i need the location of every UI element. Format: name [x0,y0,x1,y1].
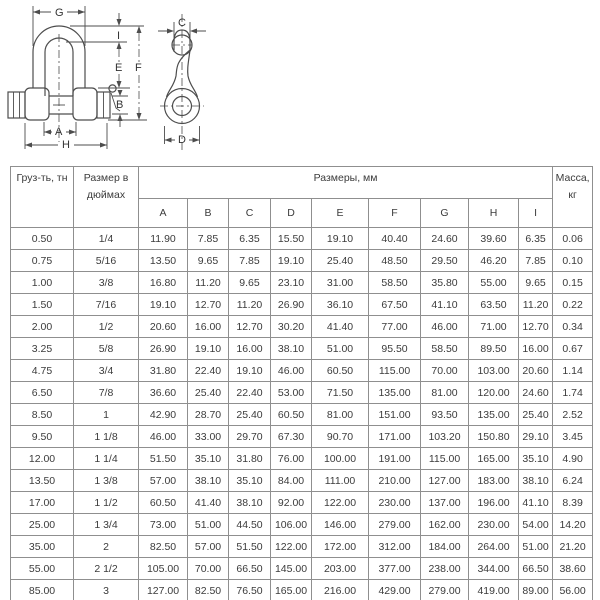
table-cell: 11.20 [519,294,553,316]
table-cell: 16.00 [519,338,553,360]
table-cell: 184.00 [421,536,469,558]
table-cell: 146.00 [312,514,369,536]
table-cell: 46.00 [271,360,312,382]
table-cell: 122.00 [271,536,312,558]
table-cell: 0.75 [11,250,74,272]
table-cell: 38.10 [271,338,312,360]
table-cell: 171.00 [369,426,421,448]
table-cell: 46.00 [139,426,188,448]
table-row [11,316,593,338]
table-cell: 60.50 [312,360,369,382]
table-cell: 35.10 [188,448,229,470]
table-cell: 29.70 [229,426,271,448]
dim-label-b: B [116,99,124,111]
dim-letter-header: D [271,199,312,228]
table-cell: 67.30 [271,426,312,448]
table-cell: 127.00 [421,470,469,492]
table-cell: 60.50 [271,404,312,426]
header-capacity: Груз-ть, тн [11,167,74,228]
table-cell: 7.85 [519,250,553,272]
table-cell: 54.00 [519,514,553,536]
table-cell: 77.00 [369,316,421,338]
table-row [11,294,593,316]
table-cell: 19.10 [188,338,229,360]
table-cell: 84.00 [271,470,312,492]
table-cell: 93.50 [421,404,469,426]
table-cell: 66.50 [519,558,553,580]
table-cell: 115.00 [421,448,469,470]
table-cell: 12.70 [519,316,553,338]
table-cell: 31.80 [229,448,271,470]
table-cell: 216.00 [312,580,369,600]
table-cell: 22.40 [188,360,229,382]
table-cell: 51.50 [229,536,271,558]
table-cell: 76.50 [229,580,271,600]
table-cell: 165.00 [271,580,312,600]
dim-label-f: F [135,62,142,74]
table-cell: 183.00 [469,470,519,492]
table-cell: 29.10 [519,426,553,448]
table-cell: 7.85 [229,250,271,272]
table-cell: 25.40 [188,382,229,404]
table-row [11,492,593,514]
table-cell: 30.20 [271,316,312,338]
table-cell: 6.50 [11,382,74,404]
table-cell: 165.00 [469,448,519,470]
table-cell: 16.00 [188,316,229,338]
table-cell: 0.15 [553,272,593,294]
dim-letter-header: H [469,199,519,228]
table-cell: 33.00 [188,426,229,448]
table-cell: 9.50 [11,426,74,448]
table-cell: 7/16 [74,294,139,316]
table-cell: 1 1/8 [74,426,139,448]
table-cell: 8.50 [11,404,74,426]
table-cell: 38.10 [188,470,229,492]
table-cell: 12.70 [229,316,271,338]
table-cell: 41.40 [312,316,369,338]
table-cell: 105.00 [139,558,188,580]
header-mass-kg: Масса, кг [553,167,593,228]
table-cell: 60.50 [139,492,188,514]
table-cell: 0.10 [553,250,593,272]
table-cell: 82.50 [139,536,188,558]
table-cell: 28.70 [188,404,229,426]
table-cell: 14.20 [553,514,593,536]
table-cell: 56.00 [553,580,593,600]
table-cell: 13.50 [11,470,74,492]
dim-label-d: D [178,134,186,146]
table-row [11,448,593,470]
table-cell: 0.22 [553,294,593,316]
table-cell: 36.60 [139,382,188,404]
table-cell: 6.35 [519,228,553,250]
table-cell: 76.00 [271,448,312,470]
table-cell: 19.10 [312,228,369,250]
table-cell: 53.00 [271,382,312,404]
table-cell: 1.74 [553,382,593,404]
dim-label-a: A [55,126,63,138]
table-cell: 51.50 [139,448,188,470]
table-cell: 2.00 [11,316,74,338]
table-cell: 1 3/4 [74,514,139,536]
table-cell: 31.00 [312,272,369,294]
table-cell: 82.50 [188,580,229,600]
table-cell: 58.50 [369,272,421,294]
table-cell: 36.10 [312,294,369,316]
table-cell: 38.10 [519,470,553,492]
table-cell: 12.00 [11,448,74,470]
table-cell: 35.00 [11,536,74,558]
table-cell: 429.00 [369,580,421,600]
table-cell: 2.52 [553,404,593,426]
table-cell: 12.70 [188,294,229,316]
table-cell: 377.00 [369,558,421,580]
table-cell: 419.00 [469,580,519,600]
table-row [11,382,593,404]
table-cell: 151.00 [369,404,421,426]
table-row [11,360,593,382]
table-cell: 48.50 [369,250,421,272]
table-cell: 100.00 [312,448,369,470]
table-cell: 26.90 [139,338,188,360]
dim-label-c: C [178,17,186,29]
table-row [11,228,593,250]
table-cell: 16.80 [139,272,188,294]
table-cell: 3 [74,580,139,600]
table-cell: 135.00 [369,382,421,404]
dim-letter-header: G [421,199,469,228]
table-cell: 115.00 [369,360,421,382]
table-cell: 57.00 [139,470,188,492]
table-cell: 85.00 [11,580,74,600]
table-cell: 17.00 [11,492,74,514]
table-cell: 70.00 [188,558,229,580]
table-cell: 31.80 [139,360,188,382]
table-row [11,404,593,426]
table-cell: 2 [74,536,139,558]
table-cell: 103.20 [421,426,469,448]
table-cell: 7.85 [188,228,229,250]
table-cell: 1/2 [74,316,139,338]
table-cell: 11.20 [188,272,229,294]
table-cell: 66.50 [229,558,271,580]
table-cell: 135.00 [469,404,519,426]
table-cell: 55.00 [11,558,74,580]
table-row [11,426,593,448]
table-cell: 2 1/2 [74,558,139,580]
table-cell: 6.35 [229,228,271,250]
table-row [11,250,593,272]
dim-letter-header: B [188,199,229,228]
table-cell: 40.40 [369,228,421,250]
table-cell: 35.80 [421,272,469,294]
table-cell: 58.50 [421,338,469,360]
table-cell: 3/8 [74,272,139,294]
table-cell: 6.24 [553,470,593,492]
table-cell: 9.65 [519,272,553,294]
table-cell: 70.00 [421,360,469,382]
table-cell: 344.00 [469,558,519,580]
table-cell: 81.00 [312,404,369,426]
table-cell: 25.40 [312,250,369,272]
table-cell: 9.65 [188,250,229,272]
table-cell: 73.00 [139,514,188,536]
table-cell: 24.60 [519,382,553,404]
table-cell: 4.75 [11,360,74,382]
table-cell: 38.60 [553,558,593,580]
bolt-hex-head [8,92,25,118]
bolt-hex-head-facets [14,92,20,118]
table-cell: 230.00 [369,492,421,514]
table-cell: 4.90 [553,448,593,470]
table-cell: 26.90 [271,294,312,316]
table-cell: 5/16 [74,250,139,272]
table-row [11,580,593,600]
table-cell: 63.50 [469,294,519,316]
table-cell: 122.00 [312,492,369,514]
table-cell: 7/8 [74,382,139,404]
table-header [11,167,593,228]
table-cell: 230.00 [469,514,519,536]
dim-label-g: G [55,7,64,19]
table-cell: 67.50 [369,294,421,316]
table-cell: 21.20 [553,536,593,558]
table-cell: 19.10 [229,360,271,382]
table-cell: 51.00 [312,338,369,360]
table-cell: 11.90 [139,228,188,250]
dim-label-h: H [62,139,70,151]
table-cell: 25.40 [229,404,271,426]
table-cell: 150.80 [469,426,519,448]
table-cell: 145.00 [271,558,312,580]
table-cell: 71.50 [312,382,369,404]
table-cell: 51.00 [519,536,553,558]
dim-label-e: E [115,62,123,74]
table-cell: 19.10 [139,294,188,316]
table-cell: 1.14 [553,360,593,382]
dim-letter-header: F [369,199,421,228]
table-cell: 55.00 [469,272,519,294]
dim-letter-header: C [229,199,271,228]
table-cell: 20.60 [519,360,553,382]
table-cell: 0.06 [553,228,593,250]
table-cell: 5/8 [74,338,139,360]
table-cell: 25.40 [519,404,553,426]
table-cell: 0.34 [553,316,593,338]
table-row [11,558,593,580]
table-cell: 127.00 [139,580,188,600]
table-cell: 35.10 [229,470,271,492]
table-cell: 264.00 [469,536,519,558]
table-cell: 19.10 [271,250,312,272]
table-cell: 196.00 [469,492,519,514]
shackle-side-view-diagram [150,0,265,158]
table-row [11,536,593,558]
table-body [11,228,593,600]
table-cell: 1/4 [74,228,139,250]
dim-letter-header: A [139,199,188,228]
table-cell: 191.00 [369,448,421,470]
table-row [11,470,593,492]
table-cell: 89.50 [469,338,519,360]
table-cell: 137.00 [421,492,469,514]
table-cell: 38.10 [229,492,271,514]
table-cell: 203.00 [312,558,369,580]
dim-label-i: I [117,30,121,42]
table-cell: 1.00 [11,272,74,294]
table-cell: 279.00 [421,580,469,600]
table-cell: 92.00 [271,492,312,514]
table-cell: 41.40 [188,492,229,514]
table-cell: 13.50 [139,250,188,272]
header-size-inches: Размер в дюймах [74,167,139,228]
table-cell: 81.00 [421,382,469,404]
dim-letter-header: I [519,199,553,228]
table-cell: 46.00 [421,316,469,338]
table-cell: 71.00 [469,316,519,338]
table-cell: 15.50 [271,228,312,250]
table-cell: 89.00 [519,580,553,600]
table-cell: 90.70 [312,426,369,448]
table-cell: 11.20 [229,294,271,316]
table-cell: 46.20 [469,250,519,272]
cotter-pin-ring [109,85,116,92]
table-cell: 9.65 [229,272,271,294]
table-cell: 162.00 [421,514,469,536]
table-cell: 29.50 [421,250,469,272]
dim-letter-header: E [312,199,369,228]
table-cell: 3.45 [553,426,593,448]
table-row [11,338,593,360]
table-cell: 3.25 [11,338,74,360]
table-cell: 22.40 [229,382,271,404]
table-cell: 106.00 [271,514,312,536]
table-cell: 41.10 [421,294,469,316]
table-cell: 44.50 [229,514,271,536]
table-cell: 1 1/4 [74,448,139,470]
table-cell: 8.39 [553,492,593,514]
table-cell: 312.00 [369,536,421,558]
table-cell: 1.50 [11,294,74,316]
table-row [11,514,593,536]
table-cell: 1 3/8 [74,470,139,492]
header-dimensions-mm: Размеры, мм [139,167,553,199]
table-cell: 42.90 [139,404,188,426]
table-cell: 41.10 [519,492,553,514]
table-cell: 103.00 [469,360,519,382]
table-cell: 279.00 [369,514,421,536]
table-cell: 35.10 [519,448,553,470]
table-cell: 3/4 [74,360,139,382]
table-cell: 25.00 [11,514,74,536]
table-cell: 210.00 [369,470,421,492]
table-row [11,272,593,294]
table-cell: 238.00 [421,558,469,580]
table-cell: 0.50 [11,228,74,250]
table-cell: 172.00 [312,536,369,558]
table-cell: 95.50 [369,338,421,360]
table-cell: 111.00 [312,470,369,492]
table-cell: 120.00 [469,382,519,404]
table-cell: 23.10 [271,272,312,294]
table-cell: 0.67 [553,338,593,360]
table-cell: 1 [74,404,139,426]
dimensions-table [10,166,593,600]
shackle-front-view-diagram [0,0,160,158]
table-cell: 16.00 [229,338,271,360]
table-cell: 20.60 [139,316,188,338]
shackle-lug-right [73,88,97,120]
table-cell: 1 1/2 [74,492,139,514]
table-cell: 51.00 [188,514,229,536]
table-cell: 57.00 [188,536,229,558]
table-cell: 24.60 [421,228,469,250]
table-cell: 39.60 [469,228,519,250]
